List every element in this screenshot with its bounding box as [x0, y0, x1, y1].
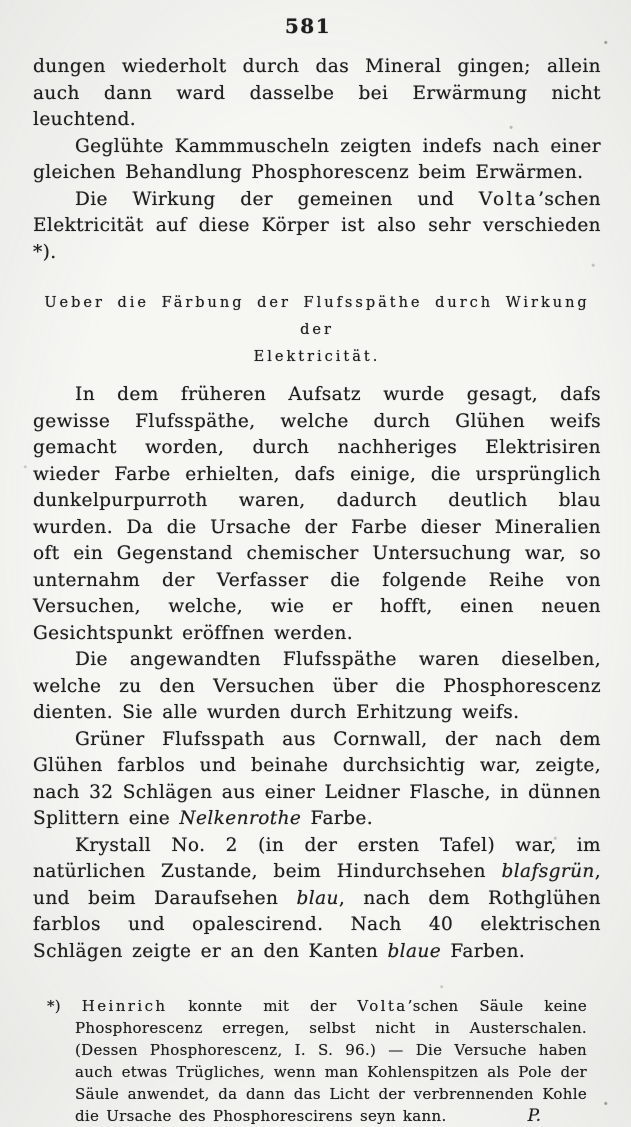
- section-heading-line-1: Ueber die Färbung der Flufsspäthe durch Wirkung der: [44, 295, 590, 338]
- text-segment: Volta: [357, 997, 408, 1015]
- text-segment: blafsgrün: [501, 861, 595, 882]
- text-segment: Heinrich: [81, 997, 168, 1015]
- section-heading: [35, 290, 599, 371]
- text-segment: blaue: [387, 940, 442, 962]
- section-heading-line-2: Elektricität.: [253, 349, 381, 365]
- text-segment: Nelkenrothe: [179, 808, 302, 829]
- author-signature: P.: [527, 1106, 541, 1126]
- paragraph-krystall-no-2: [33, 833, 601, 966]
- paragraph-gruener-flussspath: [33, 727, 601, 833]
- text-segment: dungen wiederholt durch das Mineral gingen; allein auch dann ward dasselbe bei Erwärmung nicht leuchtend.: [33, 56, 601, 130]
- paragraph-volta-wirkung: [33, 187, 601, 267]
- paragraph-frueherer-aufsatz: [33, 382, 601, 647]
- paragraph-angewandte-flussspaethe: [33, 647, 601, 727]
- text-segment: ’schen Säule keine Phosphorescenz erregen, selbst nicht in Austerschalen. (Dessen Phosphorescenz, I. S. 96.) — Die Versuche haben auch etwas Trügliches, wenn man Kohlenspitzen als Pole der Säule anwendet, da dann das Licht der verbrennenden Kohle die Ursache des Phosphorescirens seyn kann.: [75, 997, 588, 1125]
- text-segment: Die angewandten Flufsspäthe waren dieselben, welche zu den Versuchen über die Phosphorescenz dienten. Sie alle wurden durch Erhitzung weifs.: [33, 649, 601, 723]
- text-segment: ’schen Elektricität auf diese Körper ist also sehr verschieden *).: [33, 188, 601, 263]
- page-body: [33, 54, 601, 965]
- text-segment: Geglühte Kammmuscheln zeigten indefs nach einer gleichen Behandlung Phosphorescenz beim Erwärmen.: [33, 135, 601, 183]
- text-segment: Krystall No. 2 (in der ersten Tafel) war, im natürlichen Zustande, beim Hindurchsehen: [33, 834, 601, 882]
- footnote-text: [45, 995, 587, 1127]
- text-segment: Volta: [478, 188, 539, 210]
- footnote: [45, 995, 587, 1127]
- text-segment: blau: [296, 887, 339, 909]
- text-segment: In dem früheren Aufsatz wurde gesagt, dafs gewisse Flufsspäthe, welche durch Glühen weifs gemacht worden, durch nachheriges Elektrisiren wieder Farbe erhielten, dafs einige, die ursprünglich dunkelpurpurroth waren, dadurch deutlich blau wurden. Da die Ursache der Farbe dieser Mineralien oft ein Gegenstand chemischer Untersuchung war, so unternahm der Verfasser die folgende Reihe von Versuchen, welche, wie er hofft, einen neuen Gesichtspunkt eröffnen werden.: [33, 384, 601, 644]
- text-segment: Grüner Flufsspath aus Cornwall, der nach dem Glühen farblos und beinahe durchsichtig war, zeigte, nach 32 Schlägen aus einer Leidner Flasche, in dünnen Splittern eine: [33, 728, 601, 829]
- text-segment: *): [47, 997, 82, 1015]
- text-segment: Die Wirkung der gemeinen und: [75, 188, 479, 210]
- paragraph-kammmuscheln: [33, 134, 601, 187]
- text-segment: konnte mit der: [167, 997, 358, 1015]
- paragraph-continuation: [33, 54, 601, 134]
- text-segment: , nach dem Rothglühen farblos und opalescirend. Nach 40 elektrischen Schlägen zeigte er an den Kanten: [33, 887, 601, 962]
- page-number: 581: [284, 14, 332, 38]
- text-segment: Farben.: [441, 940, 526, 962]
- text-segment: Farbe.: [301, 808, 374, 829]
- text-segment: , und beim Daraufsehen: [33, 861, 601, 909]
